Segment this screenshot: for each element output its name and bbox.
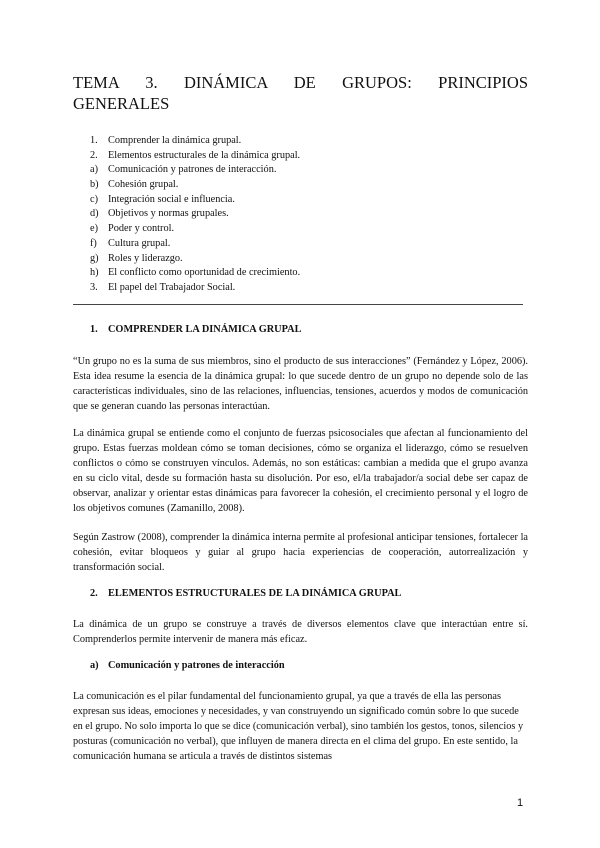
- toc-item: [90, 207, 300, 222]
- horizontal-divider: [73, 304, 523, 305]
- toc-text: Poder y control.: [108, 223, 175, 235]
- section-1-paragraph: Según Zastrow (2008), comprender la dinámica interna permite al profesional anticipar tensiones, fortalecer la cohesión, evitar bloqueos y guiar al grupo hacia experiencias de cooperación, autorrealización y transformación social.: [73, 532, 528, 573]
- section-1-heading: [90, 324, 301, 335]
- toc-marker: 2.: [90, 149, 98, 161]
- toc-marker: f): [90, 237, 97, 249]
- toc-marker: e): [90, 223, 98, 235]
- toc-text: Comprender la dinámica grupal.: [108, 135, 242, 146]
- section-2-heading: [90, 588, 401, 599]
- toc-marker: g): [90, 252, 99, 264]
- section-1-number: 1.: [90, 324, 98, 335]
- section-2-intro: La dinámica de un grupo se construye a través de diversos elementos clave que interactúan entre sí. Comprenderlos permite intervenir de manera más eficaz.: [73, 619, 528, 645]
- page-title-continuation: GENERALES: [73, 94, 170, 113]
- toc-marker: a): [90, 164, 98, 176]
- toc-item: [90, 149, 300, 164]
- toc-text: El conflicto como oportunidad de crecimiento.: [108, 267, 301, 279]
- toc-marker: d): [90, 208, 99, 220]
- section-2-number: 2.: [90, 588, 98, 599]
- section-2-title: ELEMENTOS ESTRUCTURALES DE LA DINÁMICA GRUPAL: [108, 588, 402, 599]
- toc-item: [90, 266, 300, 281]
- page-title: TEMA 3. DINÁMICA DE GRUPOS: PRINCIPIOS: [73, 73, 528, 92]
- toc-marker: c): [90, 193, 98, 205]
- toc-text: Objetivos y normas grupales.: [108, 208, 229, 220]
- subsection-a-title: Comunicación y patrones de interacción: [108, 660, 285, 671]
- toc-text: Integración social e influencia.: [108, 193, 235, 205]
- toc-marker: 1.: [90, 135, 98, 146]
- toc-item: [90, 237, 300, 252]
- toc-item: [90, 252, 300, 267]
- subsection-a-marker: a): [90, 660, 99, 671]
- subsection-a-heading: [90, 660, 285, 671]
- toc-text: Cohesión grupal.: [108, 179, 179, 191]
- page-number: 1: [517, 797, 524, 809]
- toc-marker: 3.: [90, 281, 98, 293]
- toc-marker: h): [90, 267, 99, 279]
- toc-text: Elementos estructurales de la dinámica grupal.: [108, 149, 301, 161]
- toc-text: Cultura grupal.: [108, 237, 171, 249]
- toc-item: [90, 178, 300, 193]
- table-of-contents: [90, 134, 300, 296]
- toc-item: [90, 163, 300, 178]
- toc-text: El papel del Trabajador Social.: [108, 281, 236, 293]
- toc-item: [90, 193, 300, 208]
- toc-item: [90, 134, 300, 149]
- toc-item: [90, 222, 300, 237]
- section-1-paragraph: La dinámica grupal se entiende como el conjunto de fuerzas psicosociales que afectan al funcionamiento del grupo. Estas fuerzas moldean cómo se toman decisiones, cómo se organiza el liderazgo, cómo se resuelven conflictos o cómo se construyen vínculos. Además, no son estáticas: cambian a medida que el grupo avanza en su ciclo vital, desde su formación hasta su disolución. Por eso, el/la trabajador/a social debe ser capaz de observar, analizar y orientar estas dinámicas para favorecer la cohesión, el crecimiento personal y el logro de los objetivos comunes (Zamanillo, 2008).: [73, 428, 528, 514]
- toc-text: Roles y liderazgo.: [108, 252, 183, 264]
- subsection-a-paragraph: La comunicación es el pilar fundamental del funcionamiento grupal, ya que a través de ella las personas expresan sus ideas, emociones y necesidades, y van construyendo un significado común sobre lo que sucede en el grupo. No solo importa lo que se dice (comunicación verbal), sino también los gestos, tonos, silencios y posturas (comunicación no verbal), que influyen de manera directa en el clima del grupo. En este sentido, la comunicación humana se articula a través de distintos sistemas: [73, 691, 524, 762]
- section-1-paragraph: “Un grupo no es la suma de sus miembros, sino el producto de sus interacciones” (Fernández y López, 2006). Esta idea resume la esencia de la dinámica grupal: lo que sucede dentro de un grupo no depende solo de las características individuales, sino de las relaciones, influencias, tensiones, acuerdos y modos de comunicación que se generan cuando las personas interactúan.: [73, 356, 528, 412]
- toc-marker: b): [90, 179, 99, 191]
- section-1-title: COMPRENDER LA DINÁMICA GRUPAL: [108, 324, 302, 335]
- toc-text: Comunicación y patrones de interacción.: [108, 164, 277, 176]
- toc-item: [90, 281, 300, 296]
